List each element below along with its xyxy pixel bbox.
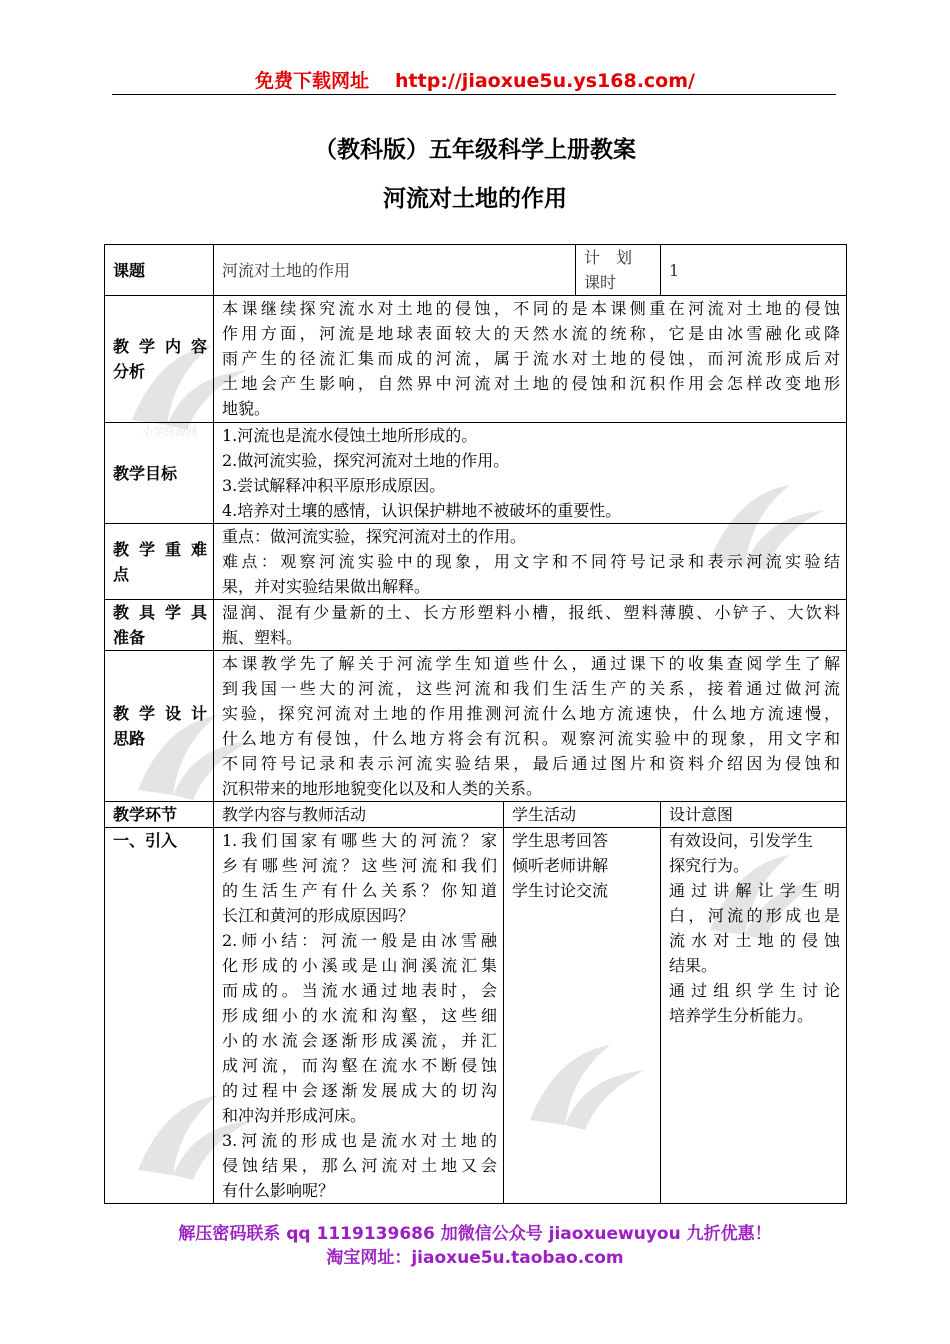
intro-content-line: 成河流，而沟壑在流水不断侵蚀 <box>222 1056 497 1075</box>
tools-line: 瓶、塑料。 <box>222 628 303 647</box>
goal-item: 4.培养对土壤的感情，认识保护耕地不被破坏的重要性。 <box>222 501 622 520</box>
design-line: 本课教学先了解关于河流学生知道些什么，通过课下的收集查阅学生了解 <box>222 654 841 673</box>
intro-content-line: 有什么影响呢？ <box>222 1181 335 1200</box>
footer-taobao-link[interactable]: 淘宝网址：jiaoxue5u.taobao.com <box>326 1248 624 1268</box>
page-subtitle: 河流对土地的作用 <box>383 186 567 212</box>
tools-content <box>214 600 847 651</box>
row-analysis <box>105 296 847 423</box>
page-title: （教科版）五年级科学上册教案 <box>314 137 636 163</box>
intro-intent-line: 通过组织学生讨论 <box>669 981 841 1000</box>
goals-label: 教学目标 <box>105 423 214 524</box>
tools-label-line1: 教具学具 <box>113 603 207 622</box>
content-header: 教学内容与教师活动 <box>214 802 504 828</box>
student-header: 学生活动 <box>504 802 661 828</box>
design-content <box>214 651 847 802</box>
header-divider <box>112 94 836 95</box>
analysis-line: 本课继续探究流水对土地的侵蚀，不同的是本课侧重在河流对土地的侵蚀 <box>222 299 841 318</box>
key-label-line2: 点 <box>113 564 130 584</box>
row-goals <box>105 423 847 524</box>
intro-intent-line: 通过讲解让学生明 <box>669 881 841 900</box>
design-label-line2: 思路 <box>113 729 146 748</box>
goal-item: 2.做河流实验，探究河流对土地的作用。 <box>222 451 510 470</box>
design-label <box>105 651 214 802</box>
hours-value: 1 <box>661 245 847 296</box>
design-line: 不同符号记录和表示河流实验结果，最后通过图片和资料介绍因为侵蚀和 <box>222 754 841 773</box>
design-line: 沉积带来的地形地貌变化以及和人类的关系。 <box>222 779 543 798</box>
header-download-line <box>0 66 950 93</box>
header-url-link[interactable]: http://jiaoxue5u.ys168.com/ <box>395 70 695 92</box>
row-design <box>105 651 847 802</box>
tools-label <box>105 600 214 651</box>
design-label-line1: 教学设计 <box>113 704 207 723</box>
analysis-label-line1: 教学内容 <box>113 337 207 356</box>
intro-content-line: 3.河流的形成也是流水对土地的 <box>222 1131 497 1150</box>
intent-header: 设计意图 <box>661 802 847 828</box>
key-line: 果，并对实验结果做出解释。 <box>222 577 431 596</box>
intro-content-line: 而成的。当流水通过地表时，会 <box>222 981 497 1000</box>
row-stage-header <box>105 802 847 828</box>
row-key-points <box>105 524 847 600</box>
key-line: 难点：观察河流实验中的现象，用文字和不同符号记录和表示河流实验结 <box>222 552 841 571</box>
stage-intro-label: 一、引入 <box>105 828 214 1204</box>
goal-item: 3.尝试解释冲积平原形成原因。 <box>222 476 446 495</box>
design-line: 实验，探究河流对土地的作用推测河流什么地方流速快，什么地方流速慢， <box>222 704 841 723</box>
intro-intent-line: 培养学生分析能力。 <box>669 1006 814 1025</box>
analysis-line: 作用方面，河流是地球表面较大的天然水流的统称，它是由冰雪融化或降 <box>222 324 841 343</box>
lesson-plan-table <box>104 244 847 1204</box>
row-topic <box>105 245 847 296</box>
tools-line: 湿润、混有少量新的土、长方形塑料小槽，报纸、塑料薄膜、小铲子、大饮料 <box>222 603 841 622</box>
topic-label: 课题 <box>105 245 214 296</box>
intro-content-line: 侵蚀结果，那么河流对土地又会 <box>222 1156 497 1175</box>
intro-student-line: 学生思考回答 <box>512 831 609 850</box>
goals-content <box>214 423 847 524</box>
topic-value: 河流对土地的作用 <box>214 245 576 296</box>
stage-header: 教学环节 <box>105 802 214 828</box>
header-label: 免费下载网址 <box>255 70 370 92</box>
hours-label-line1: 计 划 <box>584 248 633 267</box>
tools-label-line2: 准备 <box>113 628 146 647</box>
intro-content-line: 形成细小的水流和沟壑，这些细 <box>222 1006 497 1025</box>
analysis-label-line2: 分析 <box>113 362 146 381</box>
intro-content-line: 1.我们国家有哪些大的河流？家 <box>222 831 497 850</box>
intro-content-line: 2.师小结：河流一般是由冰雪融 <box>222 931 497 950</box>
intro-intent-line: 流水对土地的侵蚀 <box>669 931 841 950</box>
intro-content-line: 的过程中会逐渐发展成大的切沟 <box>222 1081 497 1100</box>
goal-item: 1.河流也是流水侵蚀土地所形成的。 <box>222 426 478 445</box>
intro-content-line: 和冲沟并形成河床。 <box>222 1106 367 1125</box>
watermark-text: 小学资源网 <box>142 425 197 438</box>
key-content <box>214 524 847 600</box>
intro-student-line: 倾听老师讲解 <box>512 856 609 875</box>
key-label <box>105 524 214 600</box>
intro-intent-line: 有效设问，引发学生 <box>669 831 814 850</box>
hours-label <box>576 245 661 296</box>
analysis-line: 土地会产生影响，自然界中河流对土地的侵蚀和沉积作用会怎样改变地形 <box>222 374 841 393</box>
intro-intent-line: 白，河流的形成也是 <box>669 906 841 925</box>
intro-content-line: 长江和黄河的形成原因吗？ <box>222 906 415 925</box>
intro-intent-line: 探究行为。 <box>669 856 750 875</box>
intro-student-line: 学生讨论交流 <box>512 881 609 900</box>
key-line: 重点：做河流实验，探究河流对土的作用。 <box>222 527 527 546</box>
row-tools <box>105 600 847 651</box>
intro-content-line: 的生活生产有什么关系？你知道 <box>222 881 497 900</box>
row-stage-intro <box>105 828 847 1204</box>
analysis-label <box>105 296 214 423</box>
intro-content-line: 化形成的小溪或是山涧溪流汇集 <box>222 956 497 975</box>
footer-contact-line: 解压密码联系 qq 1119139686 加微信公众号 jiaoxuewuyou 九折优惠！ <box>178 1224 772 1244</box>
key-label-line1: 教学重难 <box>113 539 207 559</box>
stage-intro-intent <box>661 828 847 1204</box>
design-line: 什么地方有侵蚀，什么地方将会有沉积。观察河流实验中的现象，用文字和 <box>222 729 841 748</box>
analysis-content <box>214 296 847 423</box>
hours-label-line2: 课时 <box>584 273 617 292</box>
analysis-line: 地貌。 <box>222 399 271 418</box>
intro-intent-line: 结果。 <box>669 956 718 975</box>
analysis-line: 雨产生的径流汇集而成的河流，属于流水对土地的侵蚀，而河流形成后对 <box>222 349 841 368</box>
intro-content-line: 乡有哪些河流？这些河流和我们 <box>222 856 497 875</box>
stage-intro-content <box>214 828 504 1204</box>
design-line: 到我国一些大的河流，这些河流和我们生活生产的关系，接着通过做河流 <box>222 679 841 698</box>
stage-intro-student <box>504 828 661 1204</box>
intro-content-line: 小的水流会逐渐形成溪流，并汇 <box>222 1031 497 1050</box>
